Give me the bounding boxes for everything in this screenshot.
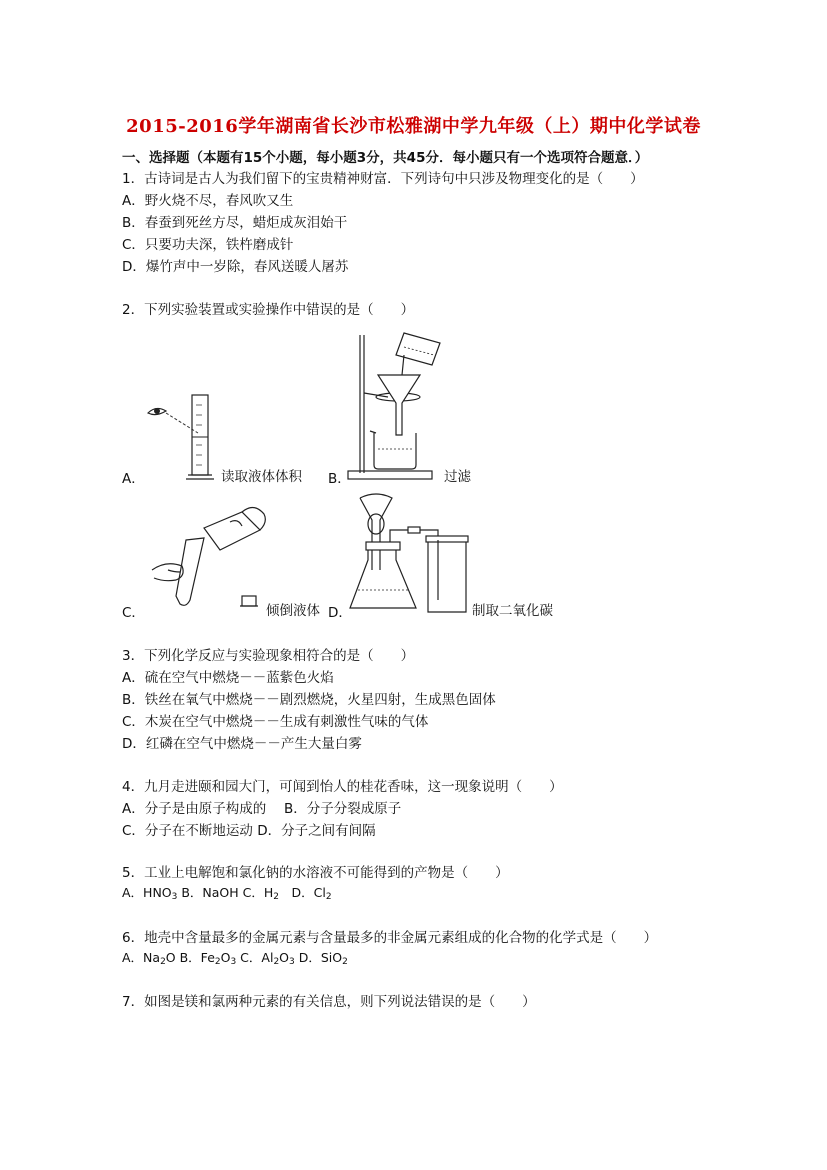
q3-stem: 3．下列化学反应与实验现象相符合的是（ ）: [122, 648, 415, 664]
q3-option-c: C．木炭在空气中燃烧－－生成有刺激性气味的气体: [122, 714, 429, 730]
pouring-liquid-figure: [146, 500, 296, 610]
q3-option-a: A．硫在空气中燃烧－－蓝紫色火焰: [122, 670, 334, 686]
q6-option-a: A．Na: [122, 950, 161, 965]
q2-stem: 2．下列实验装置或实验操作中错误的是（ ）: [122, 302, 415, 318]
q6-option-c: C．Al: [236, 950, 274, 965]
q5-d-subscript: 2: [325, 892, 332, 902]
q2-option-b-letter: B．: [328, 471, 351, 487]
q7-stem: 7．如图是镁和氯两种元素的有关信息，则下列说法错误的是（ ）: [122, 994, 536, 1010]
q1-option-b: B．春蚕到死丝方尽，蜡炬成灰泪始干: [122, 215, 348, 231]
q1-option-d: D．爆竹声中一岁除，春风送暖人屠苏: [122, 259, 349, 275]
q6-option-c-oxygen: O: [279, 950, 290, 965]
q4-options-cd: C．分子在不断地运动 D．分子之间有间隔: [122, 823, 376, 839]
q1-option-a: A．野火烧不尽，春风吹又生: [122, 193, 294, 209]
q2-option-b-caption: 过滤: [444, 469, 471, 485]
section-heading: 一、选择题（本题有15个小题，每小题3分，共45分．每小题只有一个选项符合题意．）: [122, 150, 649, 166]
q2-option-a-caption: 读取液体体积: [221, 469, 302, 485]
q6-d-subscript: 2: [342, 957, 348, 967]
q6-option-b-oxygen: O: [220, 950, 231, 965]
q2-option-d-caption: 制取二氧化碳: [472, 603, 553, 619]
q1-option-c: C．只要功夫深，铁杵磨成针: [122, 237, 294, 253]
q2-option-a-letter: A．: [122, 471, 145, 487]
q2-option-c-letter: C．: [122, 605, 145, 621]
q6-b-subscript-2: 3: [230, 957, 237, 967]
q6-stem: 6．地壳中含量最多的金属元素与含量最多的非金属元素组成的化合物的化学式是（ ）: [122, 930, 658, 946]
q2-option-c-caption: 倾倒液体: [266, 603, 320, 619]
q5-option-d: D．Cl: [279, 885, 326, 900]
q6-c-subscript-2: 3: [289, 957, 295, 967]
q6-option-b: O B．Fe: [165, 950, 215, 965]
q2-option-d-letter: D．: [328, 605, 352, 621]
exam-title: 2015-2016学年湖南省长沙市松雅湖中学九年级（上）期中化学试卷: [126, 116, 701, 137]
q4-options-ab: A．分子是由原子构成的 B．分子分裂成原子: [122, 801, 402, 817]
q5-a-subscript: 3: [171, 892, 178, 902]
q5-stem: 5．工业上电解饱和氯化钠的水溶液不可能得到的产物是（ ）: [122, 865, 509, 881]
q6-a-subscript: 2: [160, 957, 166, 967]
q6-options: [122, 948, 348, 967]
q1-stem: 1．古诗词是古人为我们留下的宝贵精神财富．下列诗句中只涉及物理变化的是（ ）: [122, 171, 644, 187]
q3-option-d: D．红磷在空气中燃烧－－产生大量白雾: [122, 736, 362, 752]
q3-option-b: B．铁丝在氧气中燃烧－－剧烈燃烧，火星四射，生成黑色固体: [122, 692, 496, 708]
co2-apparatus-figure: [346, 490, 476, 615]
q4-stem: 4．九月走进颐和园大门，可闻到怡人的桂花香味，这一现象说明（ ）: [122, 779, 563, 795]
q5-option-b-c: B．NaOH C．H: [177, 885, 274, 900]
q5-c-subscript: 2: [273, 892, 280, 902]
filtration-apparatus-figure: [340, 325, 450, 485]
q5-options: [122, 883, 332, 902]
q6-c-subscript-1: 2: [273, 957, 280, 967]
q6-b-subscript-1: 2: [214, 957, 221, 967]
q5-option-a: A．HNO: [122, 885, 172, 900]
q6-option-d: D．SiO: [294, 950, 343, 965]
